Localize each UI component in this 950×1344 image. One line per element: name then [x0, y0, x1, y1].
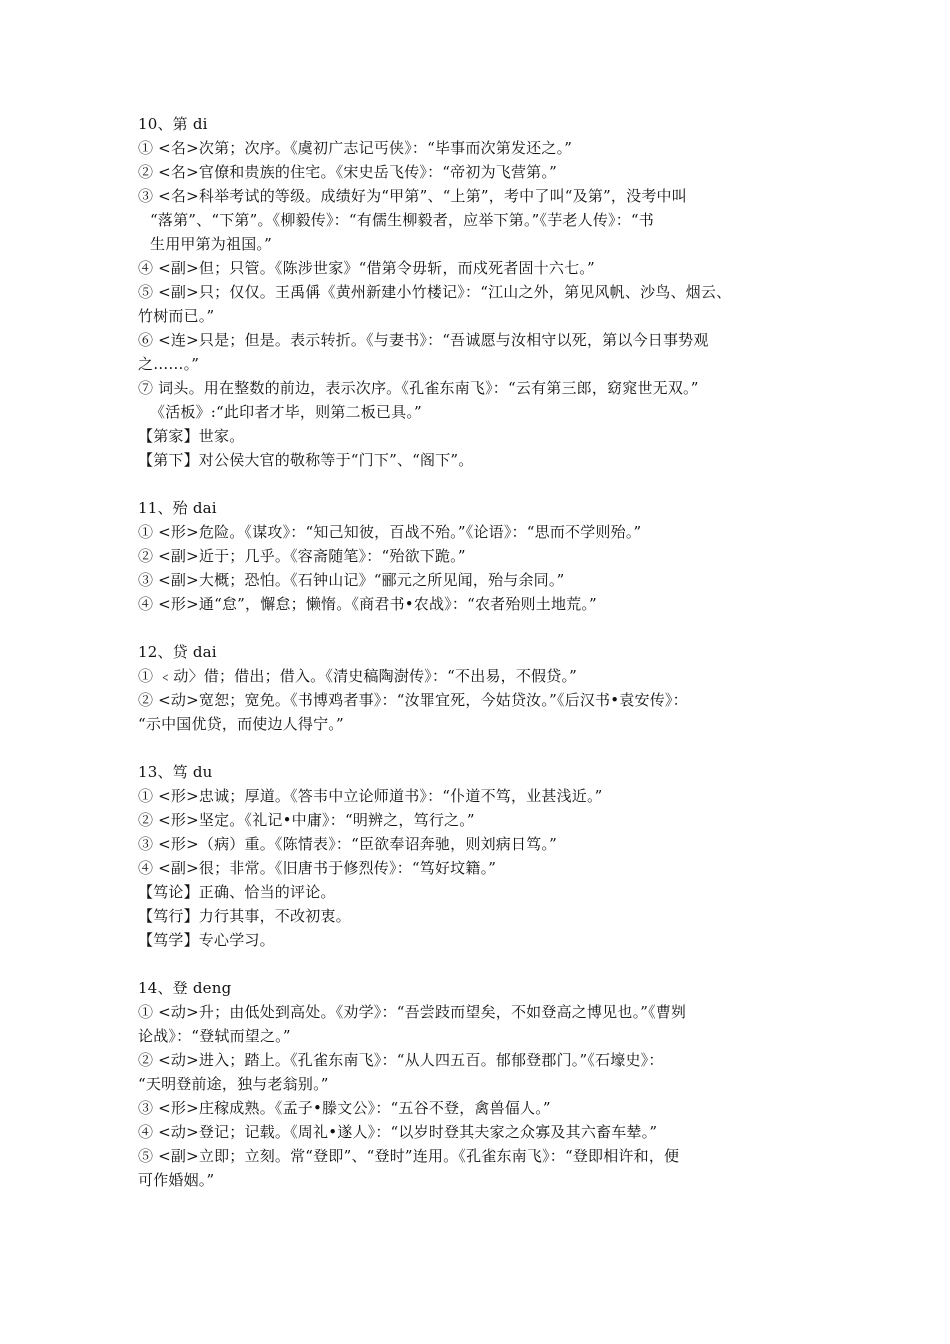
entry-heading: 13、笃 du [138, 763, 213, 781]
entry-12-dai [138, 640, 818, 736]
document-page [138, 112, 818, 1216]
definition-line: ⑥ <连>只是；但是。表示转折。《与妻书》：“吾诚愿与汝相守以死，第以今日事势观 [138, 331, 709, 349]
definition-line: 论战》：“登轼而望之。” [138, 1027, 291, 1045]
compound-term: 【第下】对公侯大官的敬称等于“门下”、“阁下”。 [138, 451, 474, 469]
definition-line: ③ <形>庄稼成熟。《孟子•滕文公》：“五谷不登，禽兽偪人。” [138, 1099, 551, 1117]
definition-line: 竹树而已。” [138, 307, 215, 325]
definition-line: “天明登前途，独与老翁别。” [138, 1075, 329, 1093]
entry-11-dai [138, 496, 818, 616]
definition-line: ⑦ 词头。用在整数的前边，表示次序。《孔雀东南飞》：“云有第三郎，窈窕世无双。” [138, 379, 699, 397]
definition-line: ③ <名>科举考试的等级。成绩好为“甲第”、“上第”，考中了叫“及第”，没考中叫 [138, 187, 687, 205]
definition-line: ① <动>升；由低处到高处。《劝学》：“吾尝跂而望矣，不如登高之博见也。”《曹刿 [138, 1003, 687, 1021]
definition-line: ② <动>宽恕；宽免。《书博鸡者事》：“汝罪宜死，今姑贷汝。”《后汉书•袁安传》： [138, 691, 688, 709]
entry-13-du [138, 760, 818, 952]
entry-heading: 12、贷 dai [138, 643, 217, 661]
definition-line: 生用甲第为祖国。” [150, 235, 272, 253]
definition-line: ② <名>官僚和贵族的住宅。《宋史岳飞传》：“帝初为飞营第。” [138, 163, 557, 181]
compound-term: 【第家】世家。 [138, 427, 245, 445]
definition-line: ④ <副>很；非常。《旧唐书于修烈传》：“笃好坟籍。” [138, 859, 497, 877]
definition-line: 《活板》:“此印者才毕，则第二板已具。” [150, 403, 422, 421]
compound-term: 【笃行】力行其事，不改初衷。 [138, 907, 351, 925]
definition-line: ① <形>危险。《谋攻》：“知己知彼，百战不殆。”《论语》：“思而不学则殆。” [138, 523, 642, 541]
definition-line: ⑤ <副>只；仅仅。王禹偁《黄州新建小竹楼记》：“江山之外，第见风帆、沙鸟、烟云、 [138, 283, 732, 301]
entry-heading: 14、登 deng [138, 979, 232, 997]
definition-line: “落第”、“下第”。《柳毅传》：“有儒生柳毅者，应举下第。”《芋老人传》：“书 [150, 211, 654, 229]
definition-line: ① ﹤动〉借；借出；借入。《清史稿陶澍传》：“不出易，不假贷。” [138, 667, 578, 685]
definition-line: 之……。” [138, 355, 200, 373]
definition-line: “示中国优贷，而使边人得宁。” [138, 715, 344, 733]
definition-line: ④ <副>但；只管。《陈涉世家》“借第令毋斩，而戍死者固十六七。” [138, 259, 595, 277]
definition-line: ③ <副>大概；恐怕。《石钟山记》“郦元之所见闻，殆与余同。” [138, 571, 565, 589]
definition-line: ② <动>进入；踏上。《孔雀东南飞》：“从人四五百。郁郁登郡门。”《石壕史》： [138, 1051, 664, 1069]
entry-14-deng [138, 976, 818, 1192]
entry-heading: 11、殆 dai [138, 499, 217, 517]
definition-line: ④ <形>通“怠”，懈怠；懒惰。《商君书•农战》：“农者殆则土地荒。” [138, 595, 597, 613]
compound-term: 【笃论】正确、恰当的评论。 [138, 883, 336, 901]
definition-line: ④ <动>登记；记载。《周礼•遂人》：“以岁时登其夫家之众寡及其六畜车辇。” [138, 1123, 658, 1141]
entry-heading: 10、第 di [138, 115, 208, 133]
definition-line: ② <形>坚定。《礼记•中庸》：“明辨之，笃行之。” [138, 811, 475, 829]
definition-line: ③ <形>（病）重。《陈情表》：“臣欲奉诏奔驰，则刘病日笃。” [138, 835, 557, 853]
definition-line: ① <名>次第；次序。《虞初广志记丐侠》：“毕事而次第发还之。” [138, 139, 573, 157]
compound-term: 【笃学】专心学习。 [138, 931, 275, 949]
definition-line: ② <副>近于；几乎。《容斋随笔》：“殆欲下跪。” [138, 547, 466, 565]
entry-10-di [138, 112, 818, 472]
definition-line: 可作婚姻。” [138, 1171, 215, 1189]
definition-line: ⑤ <副>立即；立刻。常“登即”、“登时”连用。《孔雀东南飞》：“登即相许和，便 [138, 1147, 680, 1165]
definition-line: ① <形>忠诚；厚道。《答韦中立论师道书》：“仆道不笃，业甚浅近。” [138, 787, 603, 805]
